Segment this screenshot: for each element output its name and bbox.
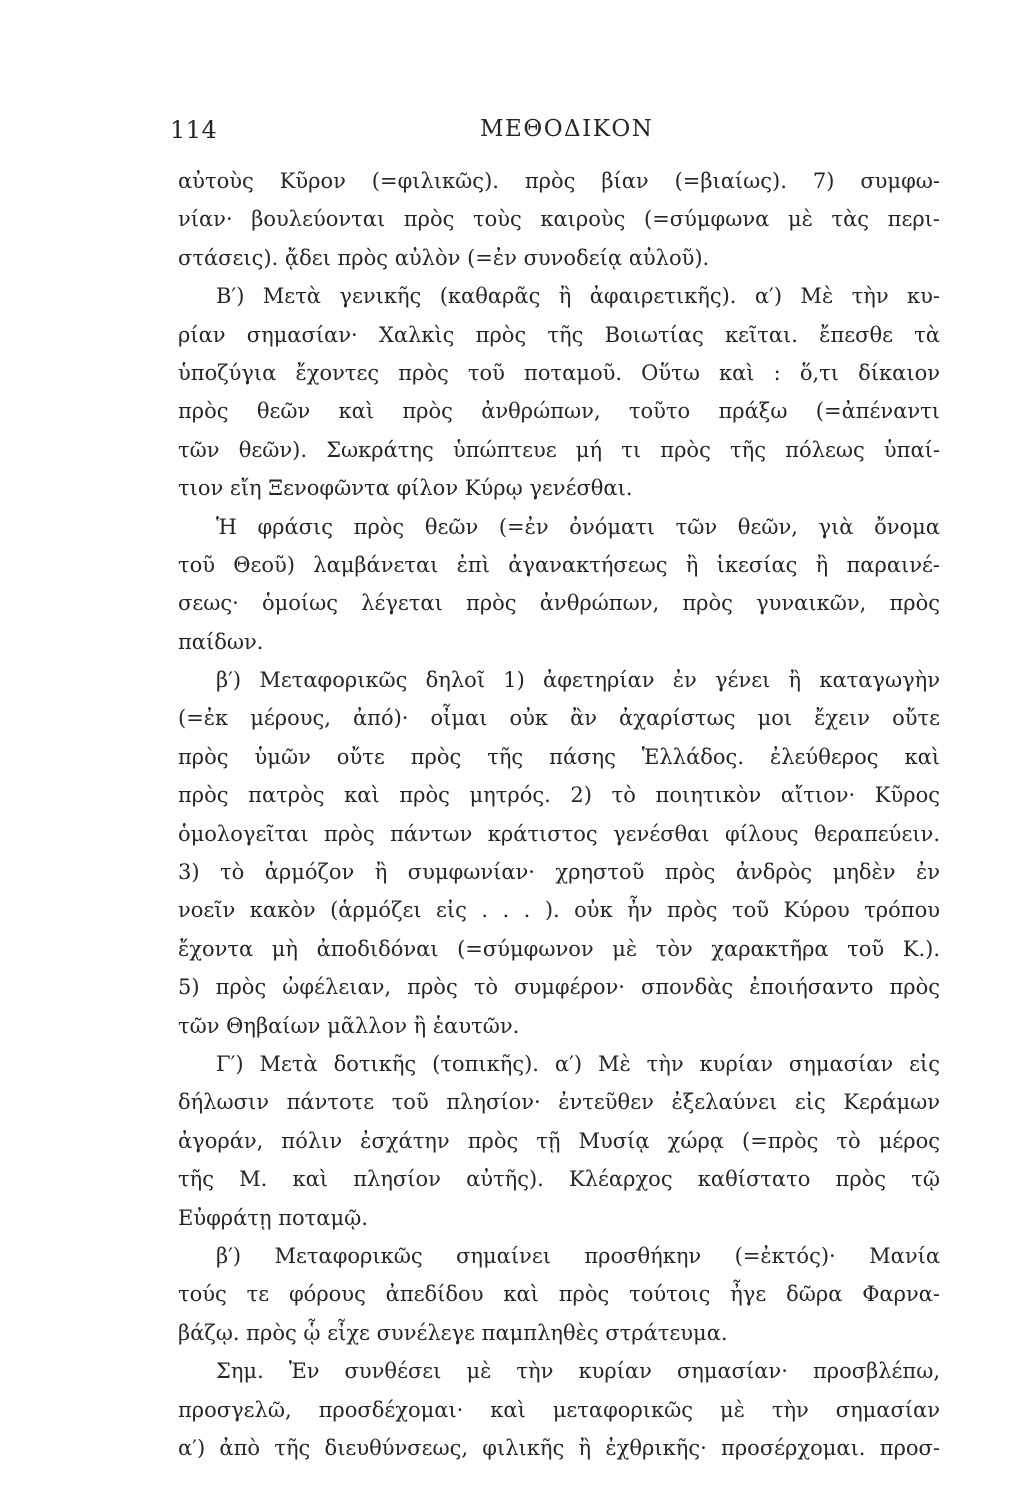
text-line: β′) Μεταφορικῶς δηλοῖ 1) ἀφετηρίαν ἐν γένει ἢ καταγωγὴν (216, 668, 940, 693)
text-line: πρὸς θεῶν καὶ πρὸς ἀνθρώπων, τοῦτο πράξω (=ἀπέναντι (178, 399, 940, 424)
text-line: νίαν· βουλεύονται πρὸς τοὺς καιροὺς (=σύμφωνα μὲ τὰς περι- (178, 207, 940, 232)
text-line: τῶν θεῶν). Σωκράτης ὑπώπτευε μή τι πρὸς τῆς πόλεως ὑπαί- (178, 437, 940, 462)
text-line: ὁμολογεῖται πρὸς πάντων κράτιστος γενέσθαι φίλους θεραπεύειν. (178, 821, 940, 846)
text-line: ρίαν σημασίαν· Χαλκὶς πρὸς τῆς Βοιωτίας κεῖται. ἔπεσθε τὰ (178, 322, 940, 347)
page-header (170, 116, 945, 156)
text-line: (=ἐκ μέρους, ἀπό)· οἶμαι οὐκ ἂν ἀχαρίστως μοι ἔχειν οὔτε (178, 706, 940, 731)
text-line: 5) πρὸς ὠφέλειαν, πρὸς τὸ συμφέρον· σπονδὰς ἐποιήσαντο πρὸς (178, 975, 940, 1000)
text-line: ἔχοντα μὴ ἀποδιδόναι (=σύμφωνον μὲ τὸν χαρακτῆρα τοῦ Κ.). (178, 936, 940, 961)
body-text (178, 162, 940, 1467)
text-line: 3) τὸ ἁρμόζον ἢ συμφωνίαν· χρηστοῦ πρὸς ἀνδρὸς μηδὲν ἐν (178, 860, 940, 885)
text-line: στάσεις). ᾄδει πρὸς αὐλὸν (=ἐν συνοδείᾳ αὐλοῦ). (178, 245, 710, 270)
text-line: τούς τε φόρους ἀπεδίδου καὶ πρὸς τούτοις ἦγε δῶρα Φαρνα- (178, 1282, 940, 1307)
text-line: Σημ. Ἐν συνθέσει μὲ τὴν κυρίαν σημασίαν· προσβλέπω, (216, 1359, 940, 1384)
text-line: ὑποζύγια ἔχοντες πρὸς τοῦ ποταμοῦ. Οὕτω καὶ : ὅ,τι δίκαιον (178, 360, 940, 385)
running-title: ΜΕΘΟΔΙΚΟΝ (480, 116, 654, 142)
text-line: προσγελῶ, προσδέχομαι· καὶ μεταφορικῶς μὲ τὴν σημασίαν (178, 1397, 940, 1422)
text-line: βάζῳ. πρὸς ᾧ εἶχε συνέλεγε παμπληθὲς στράτευμα. (178, 1320, 728, 1345)
page-number: 114 (170, 116, 218, 144)
text-line: α′) ἀπὸ τῆς διευθύνσεως, φιλικῆς ἢ ἐχθρικῆς· προσέρχομαι. προσ- (178, 1435, 940, 1460)
text-line: Β′) Μετὰ γενικῆς (καθαρᾶς ἢ ἀφαιρετικῆς). α′) Μὲ τὴν κυ- (216, 284, 940, 309)
text-line: παίδων. (178, 629, 264, 654)
text-line: τῶν Θηβαίων μᾶλλον ἢ ἑαυτῶν. (178, 1013, 520, 1038)
text-line: Εὐφράτῃ ποταμῷ. (178, 1205, 368, 1230)
text-line: β′) Μεταφορικῶς σημαίνει προσθήκην (=ἐκτός)· Μανία (216, 1243, 940, 1268)
text-line: Γ′) Μετὰ δοτικῆς (τοπικῆς). α′) Μὲ τὴν κυρίαν σημασίαν εἰς (216, 1051, 940, 1076)
text-line: νοεῖν κακὸν (ἁρμόζει εἰς . . . ). οὐκ ἦν πρὸς τοῦ Κύρου τρόπου (178, 898, 940, 923)
text-line: πρὸς πατρὸς καὶ πρὸς μητρός. 2) τὸ ποιητικὸν αἴτιον· Κῦρος (178, 783, 940, 808)
text-line: δήλωσιν πάντοτε τοῦ πλησίον· ἐντεῦθεν ἐξελαύνει εἰς Κεράμων (178, 1090, 940, 1115)
text-line: τοῦ Θεοῦ) λαμβάνεται ἐπὶ ἀγανακτήσεως ἢ ἱκεσίας ἢ παραινέ- (178, 552, 940, 577)
text-line: ἀγοράν, πόλιν ἐσχάτην πρὸς τῇ Μυσίᾳ χώρᾳ (=πρὸς τὸ μέρος (178, 1128, 940, 1153)
text-line: αὐτοὺς Κῦρον (=φιλικῶς). πρὸς βίαν (=βιαίως). 7) συμφω- (178, 169, 940, 193)
text-line: τῆς Μ. καὶ πλησίον αὐτῆς). Κλέαρχος καθίστατο πρὸς τῷ (178, 1167, 940, 1192)
text-line: πρὸς ὑμῶν οὔτε πρὸς τῆς πάσης Ἑλλάδος. ἐλεύθερος καὶ (178, 744, 940, 769)
text-line: σεως· ὁμοίως λέγεται πρὸς ἀνθρώπων, πρὸς γυναικῶν, πρὸς (178, 591, 940, 616)
text-line: Ἡ φράσις πρὸς θεῶν (=ἐν ὀνόματι τῶν θεῶν, γιὰ ὄνομα (216, 514, 940, 539)
text-line: τιον εἴη Ξενοφῶντα φίλον Κύρῳ γενέσθαι. (178, 476, 633, 501)
